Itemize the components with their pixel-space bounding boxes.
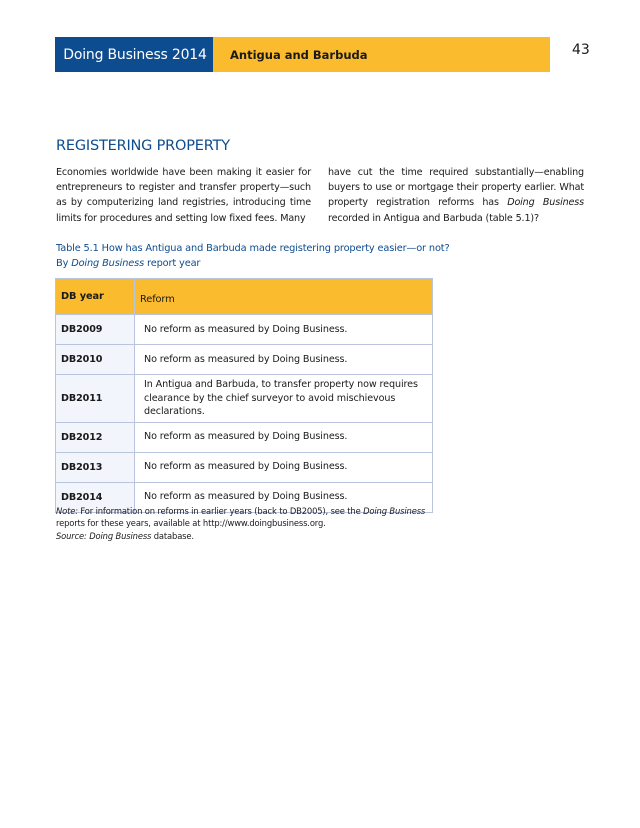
note-label: Note: (56, 506, 78, 516)
reform-cell: No reform as measured by Doing Business. (135, 482, 433, 512)
table-row (56, 422, 433, 452)
column-header-reform: Reform (135, 279, 433, 315)
caption-text: report year (144, 257, 201, 269)
table-notes (56, 505, 425, 542)
publication-title: Doing Business 2014 (55, 37, 213, 72)
table-row (56, 375, 433, 423)
reform-cell: No reform as measured by Doing Business. (135, 452, 433, 482)
note-line: reports for these years, available at http://www.doingbusiness.org. (56, 518, 326, 529)
table-caption (56, 242, 450, 271)
table-header-row (56, 279, 433, 315)
table-row (56, 315, 433, 345)
reform-cell: No reform as measured by Doing Business. (135, 345, 433, 375)
body-paragraph-left: Economies worldwide have been making it easier for entrepreneurs to register and transfer property—such as by computerizing land registries, introducing time limits for procedures and setting low fixed fees. Many (56, 167, 311, 224)
note-text: For information on reforms in earlier years (back to DB2005), see the (77, 506, 364, 516)
paragraph-italic: Doing Business (507, 197, 584, 209)
note-italic: Doing Business (363, 506, 426, 516)
reform-cell: In Antigua and Barbuda, to transfer property now requires clearance by the chief surveyor to avoid mischievous declarations. (135, 375, 433, 423)
note-line (56, 505, 425, 517)
year-cell: DB2014 (56, 482, 135, 512)
page-number: 43 (572, 42, 590, 58)
economy-name: Antigua and Barbuda (213, 37, 550, 72)
reform-cell: No reform as measured by Doing Business. (135, 422, 433, 452)
year-cell: DB2009 (56, 315, 135, 345)
column-header-db-year: DB year (56, 279, 135, 315)
table-caption-subtitle (56, 257, 450, 272)
source-text: database. (151, 530, 194, 541)
table-row (56, 452, 433, 482)
reform-table (55, 278, 433, 513)
table-caption-title: Table 5.1 How has Antigua and Barbuda made registering property easier—or not? (56, 243, 450, 254)
paragraph-text: have cut the time required substantially—enabling buyers to use or mortgage their property earlier. What property registration reforms has (328, 167, 584, 209)
paragraph-text: recorded in Antigua and Barbuda (table 5.1)? (328, 212, 539, 224)
year-cell: DB2010 (56, 345, 135, 375)
section-title: REGISTERING PROPERTY (56, 138, 230, 154)
year-cell: DB2012 (56, 422, 135, 452)
reform-cell: No reform as measured by Doing Business. (135, 315, 433, 345)
year-cell: DB2013 (56, 452, 135, 482)
body-paragraph-right (328, 165, 584, 226)
caption-italic: Doing Business (71, 257, 145, 269)
year-cell: DB2011 (56, 375, 135, 423)
table-row (56, 345, 433, 375)
source-label: Source: Doing Business (56, 530, 152, 541)
source-line (56, 530, 425, 542)
page-header (55, 37, 550, 72)
caption-text: By (56, 257, 72, 269)
